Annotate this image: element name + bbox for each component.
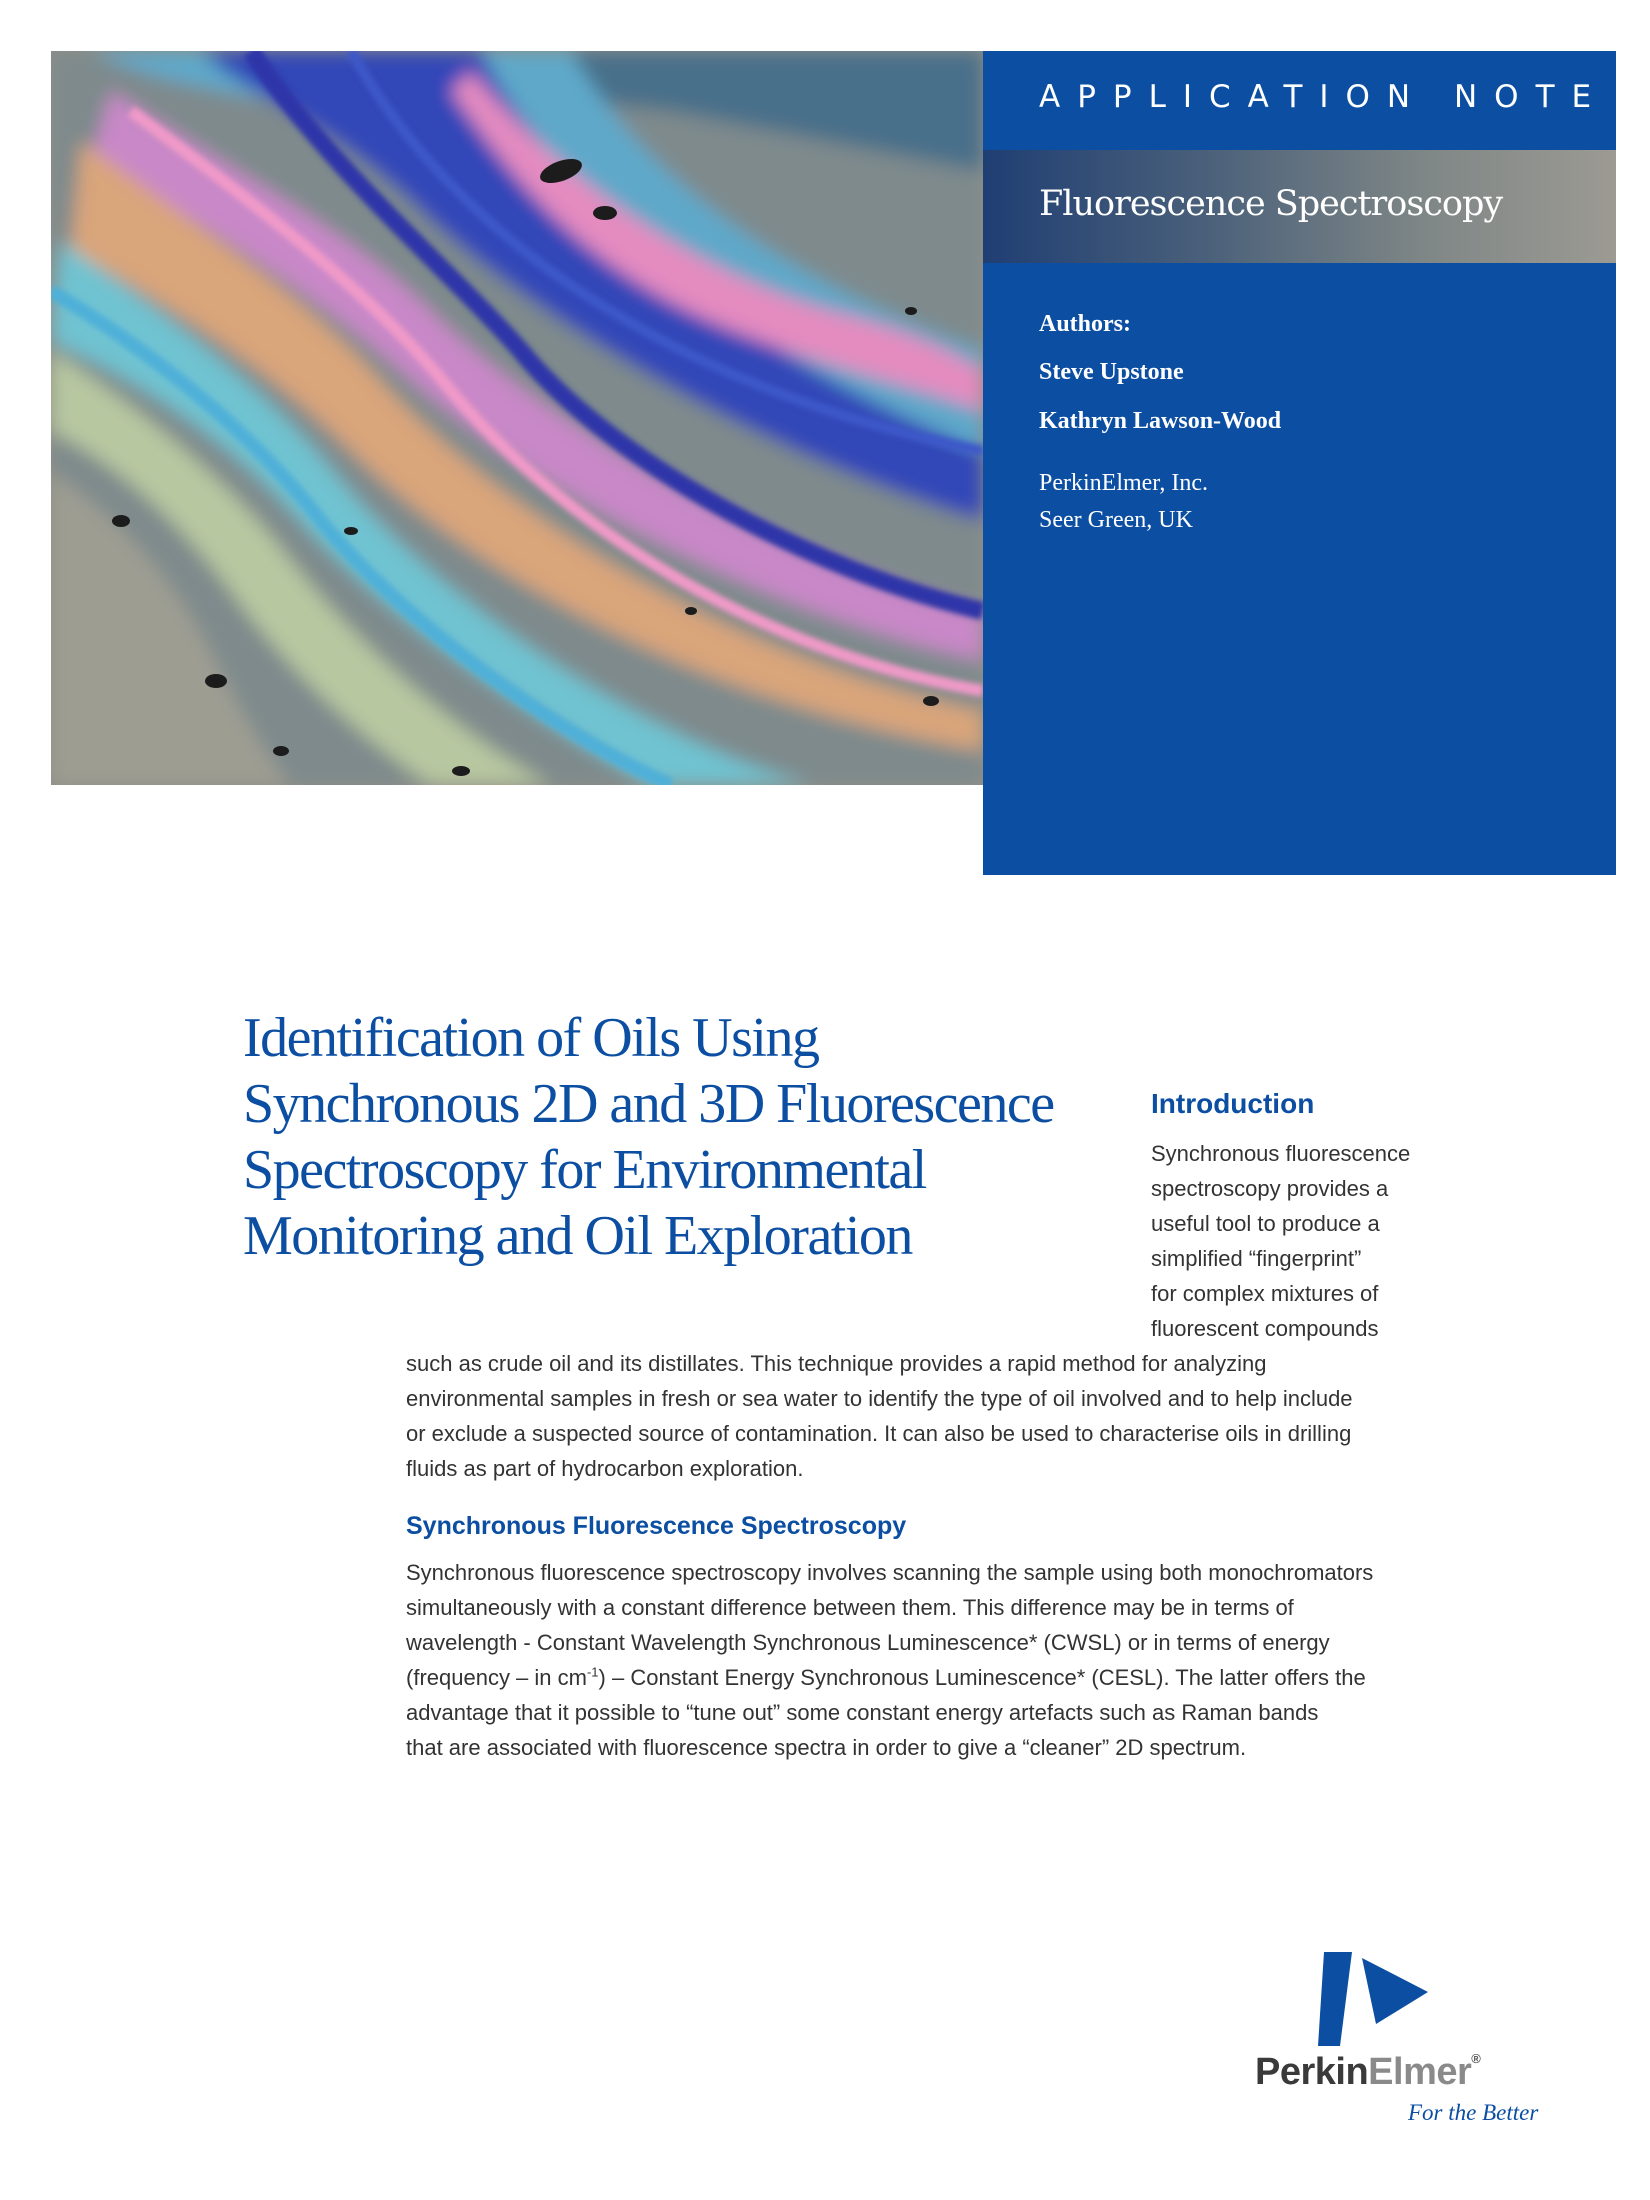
oil-slick-photo — [51, 51, 983, 785]
perkinelmer-logo-mark — [1318, 1952, 1428, 2046]
application-note-bar — [983, 51, 1616, 150]
text-line: spectroscopy provides a — [1151, 1176, 1389, 1201]
subject-title: Fluorescence Spectroscopy — [1039, 184, 1503, 224]
text-line: wavelength - Constant Wavelength Synchronous Luminescence* (CWSL) or in terms of energy — [406, 1630, 1330, 1655]
text-fragment: ) – Constant Energy Synchronous Luminescence* (CESL). The latter offers the — [598, 1665, 1366, 1690]
text-line: fluorescent compounds — [1151, 1316, 1379, 1341]
authors-heading: Authors: — [1039, 311, 1132, 337]
text-line: advantage that it possible to “tune out” some constant energy artefacts such as Raman bands — [406, 1700, 1319, 1725]
introduction-continued — [406, 1346, 1476, 1486]
text-line: or exclude a suspected source of contamination. It can also be used to characterise oils in drilling — [406, 1421, 1352, 1446]
title-line: Identification of Oils Using — [243, 1007, 819, 1069]
title-line: Synchronous 2D and 3D Fluorescence — [243, 1073, 1054, 1135]
synchronous-section-body — [406, 1555, 1476, 1765]
title-line: Spectroscopy for Environmental — [243, 1139, 926, 1201]
wordmark-perkin: Perkin — [1255, 2051, 1369, 2093]
application-note-label: APPLICATION NOTE — [1039, 79, 1609, 115]
brand-tagline: For the Better — [1408, 2100, 1539, 2125]
text-line: simplified “fingerprint” — [1151, 1246, 1362, 1271]
text-line: simultaneously with a constant difference between them. This difference may be in terms of — [406, 1595, 1294, 1620]
author-name: Kathryn Lawson-Wood — [1039, 408, 1282, 434]
introduction-heading: Introduction — [1151, 1088, 1315, 1119]
author-location: Seer Green, UK — [1039, 507, 1193, 533]
text-line: that are associated with fluorescence spectra in order to give a “cleaner” 2D spectrum. — [406, 1735, 1247, 1760]
introduction-column — [1151, 1136, 1451, 1346]
perkinelmer-wordmark — [1255, 2051, 1480, 2094]
author-name: Steve Upstone — [1039, 359, 1184, 385]
subject-band — [983, 150, 1616, 263]
text-line: fluids as part of hydrocarbon exploration. — [406, 1456, 804, 1481]
text-line — [406, 1660, 1476, 1695]
text-line: such as crude oil and its distillates. This technique provides a rapid method for analyzing — [406, 1351, 1267, 1376]
document-title — [243, 1005, 1123, 1269]
superscript: -1 — [586, 1664, 599, 1680]
title-line: Monitoring and Oil Exploration — [243, 1205, 912, 1267]
author-panel — [983, 263, 1616, 875]
wordmark-elmer: Elmer — [1368, 2051, 1472, 2093]
text-line: for complex mixtures of — [1151, 1281, 1379, 1306]
text-fragment: (frequency – in cm — [406, 1665, 587, 1690]
text-line: useful tool to produce a — [1151, 1211, 1380, 1236]
registered-mark: ® — [1471, 2051, 1481, 2066]
synchronous-section-heading: Synchronous Fluorescence Spectroscopy — [406, 1512, 907, 1540]
text-line: Synchronous fluorescence — [1151, 1141, 1411, 1166]
oil-slick-illustration — [51, 51, 983, 785]
text-line: Synchronous fluorescence spectroscopy involves scanning the sample using both monochromators — [406, 1560, 1374, 1585]
author-organization: PerkinElmer, Inc. — [1039, 470, 1208, 496]
text-line: environmental samples in fresh or sea water to identify the type of oil involved and to help include — [406, 1386, 1353, 1411]
